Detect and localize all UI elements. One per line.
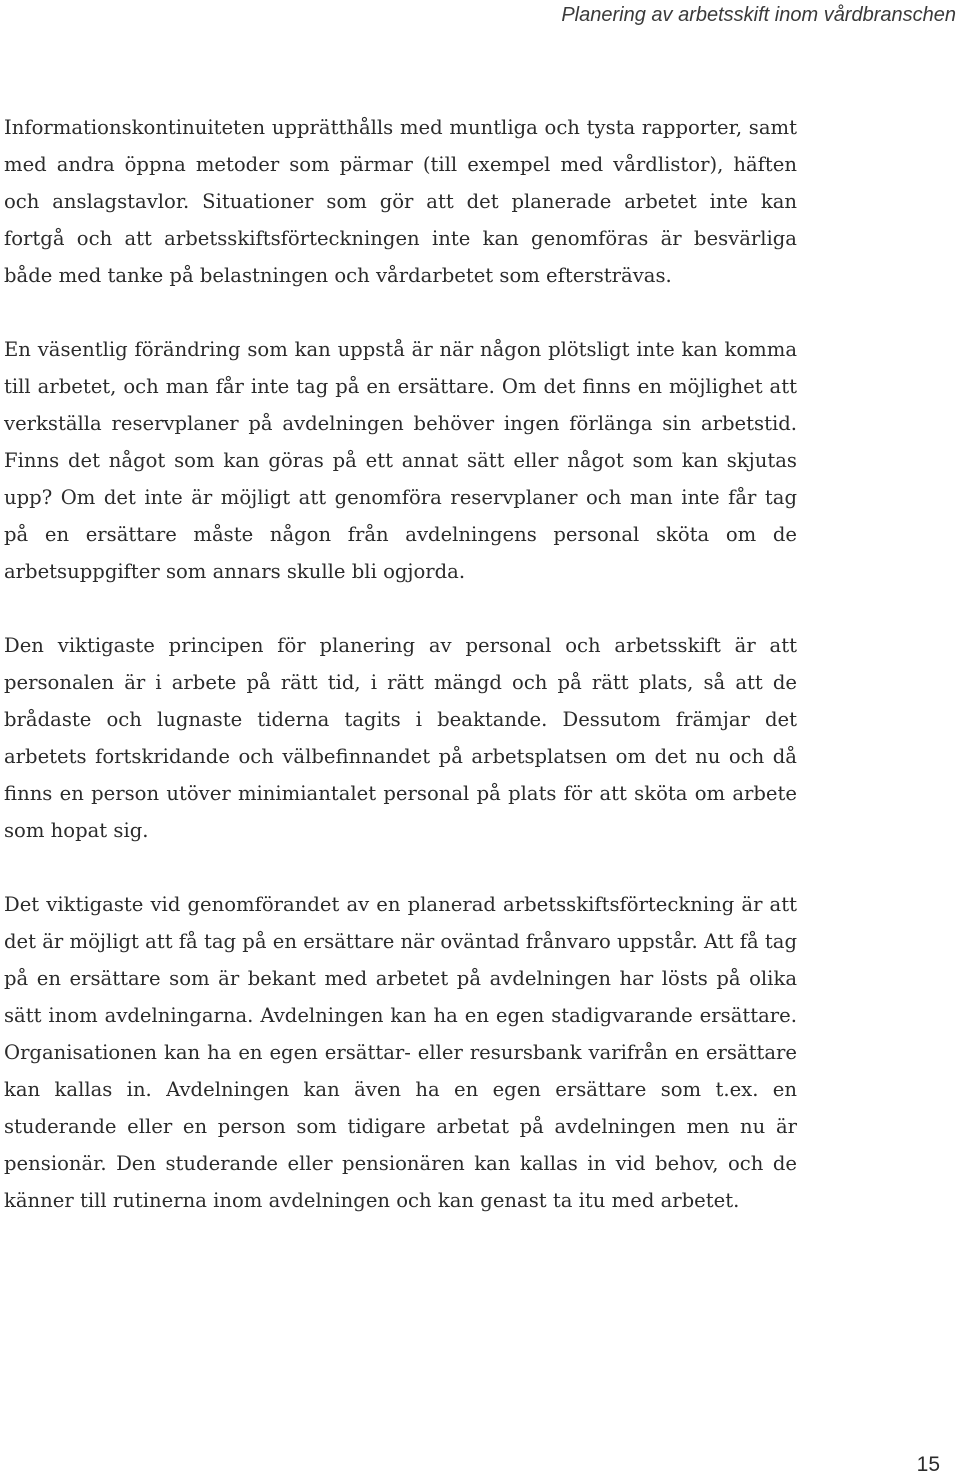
paragraph-1: Informationskontinuiteten upprätthålls med muntliga och tysta rapporter, samt med andra öppna metoder som pärmar (till exempel med vårdlistor), häften och anslagstavlor. Situationer som gör att det planerade arbetet inte kan fortgå och att arbetsskiftsförteckningen inte kan genomföras är besvärliga både med tanke på belastningen och vårdarbetet som eftersträvas. — [4, 116, 797, 287]
running-header: Planering av arbetsskift inom vårdbranschen — [561, 4, 956, 26]
paragraph-2: En väsentlig förändring som kan uppstå är när någon plötsligt inte kan komma till arbetet, och man får inte tag på en ersättare. Om det finns en möjlighet att verkställa reservplaner på avdelningen behöver ingen förlänga sin arbetstid. Finns det något som kan göras på ett annat sätt eller något som kan skjutas upp? Om det inte är möjligt att genomföra reservplaner och man inte får tag på en ersättare måste någon från avdelningens personal sköta om de arbetsuppgifter som annars skulle bli ogjorda. — [4, 338, 797, 583]
page-number: 15 — [916, 1453, 940, 1476]
body-text — [4, 109, 797, 1219]
paragraph-4: Det viktigaste vid genomförandet av en planerad arbetsskiftsförteckning är att det är möjligt att få tag på en ersättare när oväntad frånvaro uppstår. Att få tag på en ersättare som är bekant med arbetet på avdelningen har lösts på olika sätt inom avdelningarna. Avdelningen kan ha en egen stadigvarande ersättare. Organisationen kan ha en egen ersättar- eller resursbank varifrån en ersättare kan kallas in. Avdelningen kan även ha en egen ersättare som t.ex. en studerande eller en person som tidigare arbetat på avdelningen men nu är pensionär. Den studerande eller pensionären kan kallas in vid behov, och de känner till rutinerna inom avdelningen och kan genast ta itu med arbetet. — [4, 893, 797, 1212]
paragraph-3: Den viktigaste principen för planering av personal och arbetsskift är att personalen är i arbete på rätt tid, i rätt mängd och på rätt plats, så att de brådaste och lugnaste tiderna tagits i beaktande. Dessutom främjar det arbetets fortskridande och välbefinnandet på arbetsplatsen om det nu och då finns en person utöver minimiantalet personal på plats för att sköta om arbete som hopat sig. — [4, 634, 797, 842]
